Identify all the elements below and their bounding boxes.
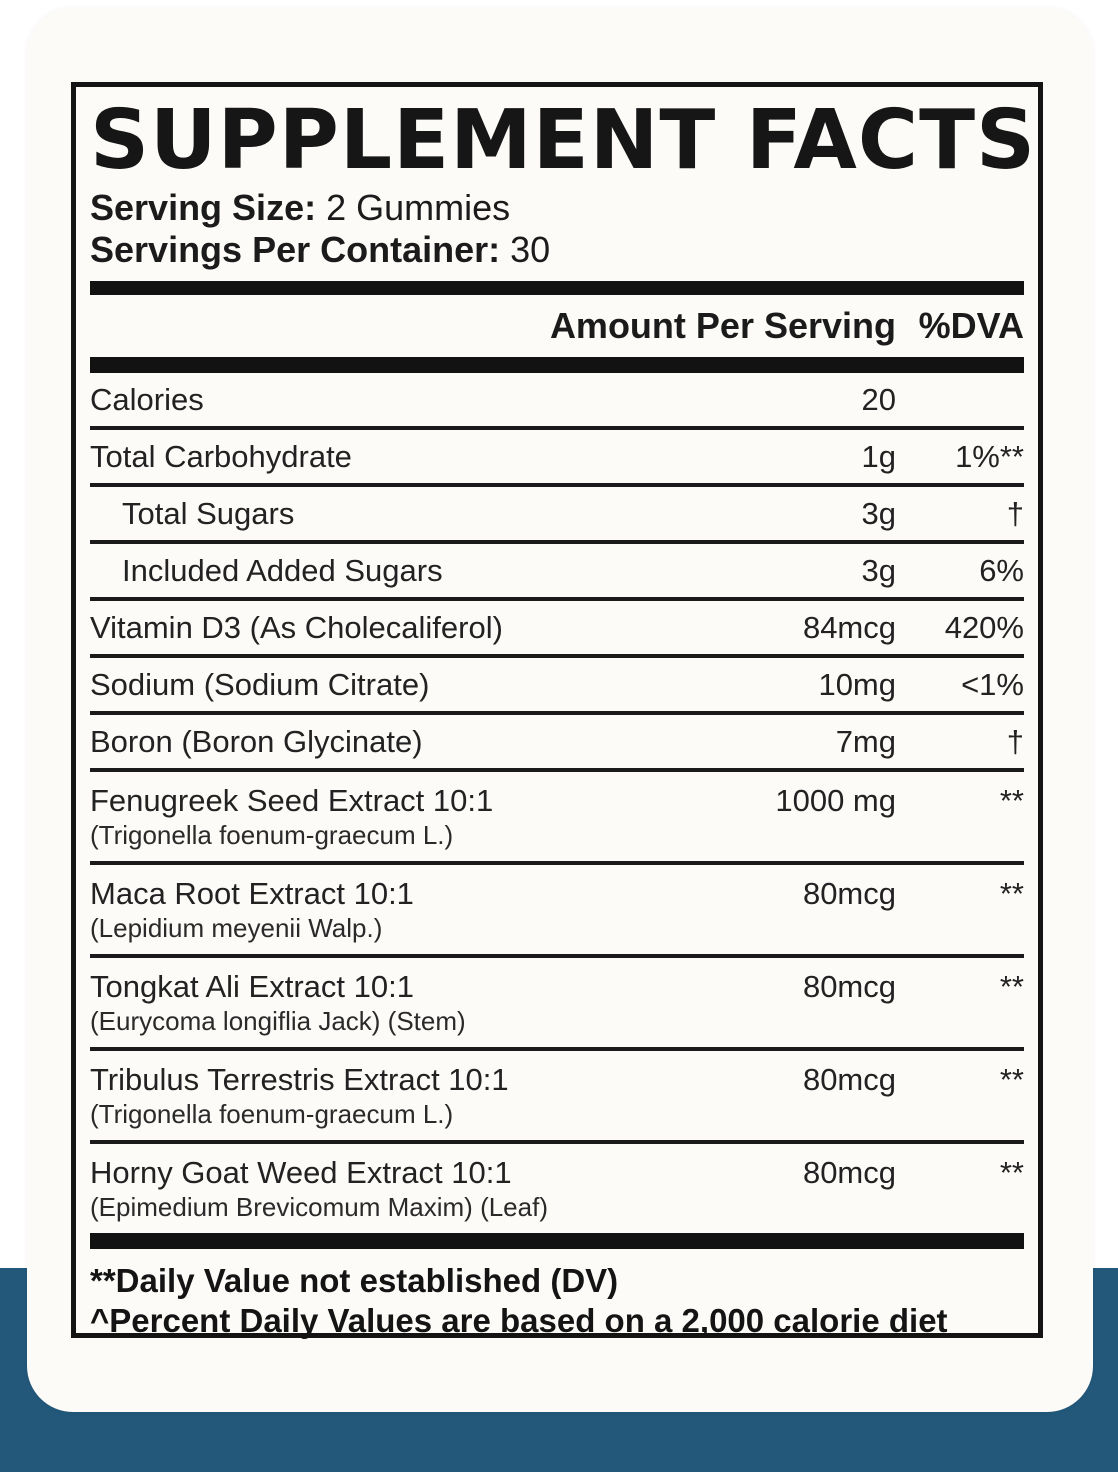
nutrient-table [90, 373, 1024, 1233]
ingredient-name: Tongkat Ali Extract 10:1 [90, 969, 414, 1005]
ingredient-name: Tribulus Terrestris Extract 10:1 [90, 1062, 509, 1098]
serving-size-label: Serving Size: [90, 187, 317, 229]
amount-value: 80mcg [802, 876, 896, 912]
dv-value: † [1006, 724, 1024, 760]
table-row [90, 426, 1024, 483]
footnote-percent-dv: ^Percent Daily Values are based on a 2,000 calorie diet [90, 1302, 948, 1340]
ingredient-botanical-name: (Eurycoma longiflia Jack) (Stem) [90, 1006, 466, 1037]
ingredient-name: Boron (Boron Glycinate) [90, 724, 423, 760]
table-row [90, 768, 1024, 861]
page-title: SUPPLEMENT FACTS [90, 93, 1037, 188]
amount-value: 1g [861, 439, 896, 475]
ingredient-name: Fenugreek Seed Extract 10:1 [90, 783, 494, 819]
amount-value: 80mcg [802, 1155, 896, 1191]
table-row [90, 954, 1024, 1047]
ingredient-name: Maca Root Extract 10:1 [90, 876, 414, 912]
label-card [27, 8, 1093, 1412]
amount-per-serving-header: Amount Per Serving [549, 305, 896, 347]
ingredient-name: Sodium (Sodium Citrate) [90, 667, 430, 703]
dv-value: 1%** [955, 439, 1024, 475]
servings-per-container-line [90, 229, 1024, 271]
dv-value: ** [999, 1155, 1024, 1191]
divider-bar-top [90, 281, 1024, 295]
divider-bar-header [90, 357, 1024, 373]
serving-info [90, 187, 1024, 271]
table-row [90, 1140, 1024, 1233]
ingredient-name: Calories [90, 382, 204, 418]
dv-value: ** [999, 1062, 1024, 1098]
dv-value: ** [999, 783, 1024, 819]
servings-per-container-label: Servings Per Container: [90, 229, 501, 271]
table-row [90, 483, 1024, 540]
amount-value: 3g [861, 553, 896, 589]
amount-value: 3g [861, 496, 896, 532]
table-row [90, 1047, 1024, 1140]
dv-value: 420% [944, 610, 1024, 646]
supplement-facts-panel [71, 82, 1043, 1338]
table-header-row [90, 295, 1024, 357]
footnotes [90, 1261, 1024, 1341]
ingredient-name: Total Carbohydrate [90, 439, 352, 475]
divider-bar-bottom [90, 1233, 1024, 1249]
dv-header: %DVA [918, 305, 1024, 347]
dv-value: ** [999, 876, 1024, 912]
amount-value: 7mg [835, 724, 896, 760]
ingredient-botanical-name: (Lepidium meyenii Walp.) [90, 913, 383, 944]
ingredient-name: Included Added Sugars [122, 553, 443, 589]
ingredient-name: Horny Goat Weed Extract 10:1 [90, 1155, 512, 1191]
table-row [90, 654, 1024, 711]
footnote-daily-value: **Daily Value not established (DV) [90, 1262, 619, 1300]
amount-value: 1000 mg [775, 783, 896, 819]
table-row [90, 861, 1024, 954]
amount-value: 80mcg [802, 1062, 896, 1098]
ingredient-botanical-name: (Epimedium Brevicomum Maxim) (Leaf) [90, 1192, 548, 1223]
amount-value: 20 [861, 382, 896, 418]
servings-per-container-value: 30 [500, 229, 551, 271]
table-row [90, 540, 1024, 597]
table-row [90, 711, 1024, 768]
ingredient-name: Total Sugars [122, 496, 295, 532]
table-row [90, 373, 1024, 426]
serving-size-line [90, 187, 1024, 229]
ingredient-name: Vitamin D3 (As Cholecaliferol) [90, 610, 503, 646]
dv-value: <1% [961, 667, 1024, 703]
amount-value: 80mcg [802, 969, 896, 1005]
serving-size-value: 2 Gummies [316, 187, 511, 229]
dv-value: 6% [979, 553, 1024, 589]
dv-value: ** [999, 969, 1024, 1005]
table-row [90, 597, 1024, 654]
ingredient-botanical-name: (Trigonella foenum-graecum L.) [90, 1099, 454, 1130]
amount-value: 10mg [818, 667, 896, 703]
dv-value: † [1006, 496, 1024, 532]
ingredient-botanical-name: (Trigonella foenum-graecum L.) [90, 820, 454, 851]
amount-value: 84mcg [802, 610, 896, 646]
